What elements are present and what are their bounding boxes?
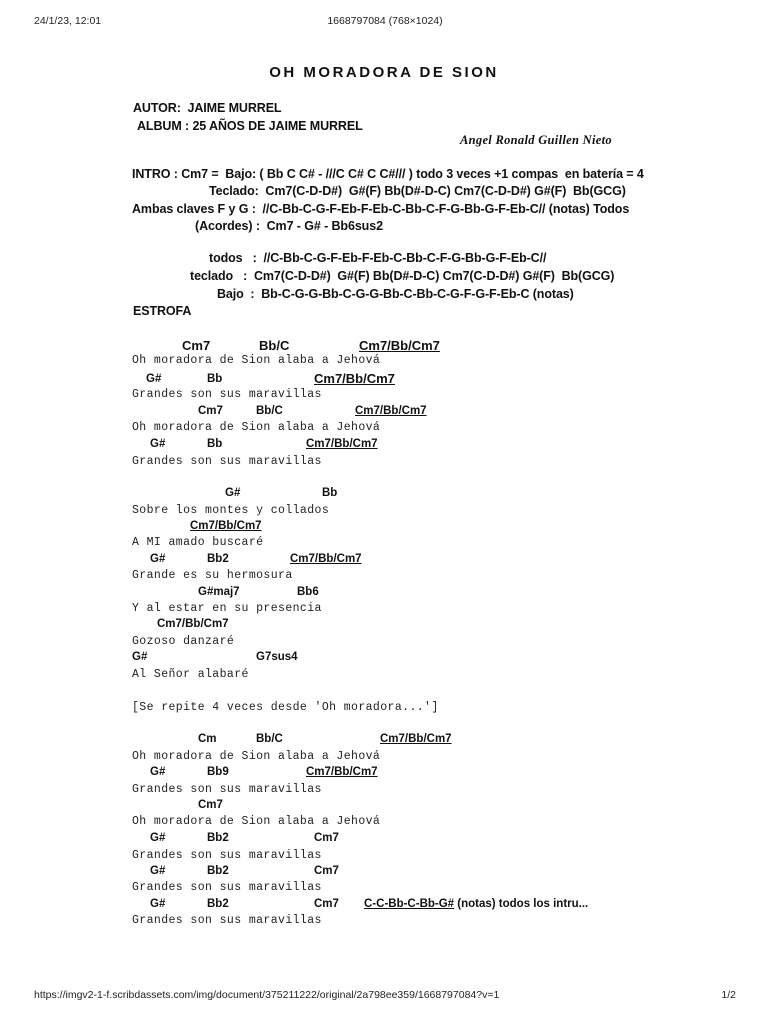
chord: Bb/C <box>256 733 283 745</box>
chord: G# <box>150 898 166 910</box>
lyric-line: Al Señor alabaré <box>132 668 249 681</box>
chord: Cm7/Bb/Cm7 <box>157 618 229 630</box>
chord: Cm7 <box>198 799 223 811</box>
page-number: 1/2 <box>721 989 736 1001</box>
outro-notes-line <box>364 898 588 910</box>
chord: Bb2 <box>207 898 229 910</box>
lyric-line: Grandes son sus maravillas <box>132 388 322 401</box>
lyric-line: A MI amado buscaré <box>132 536 264 549</box>
intro-line-4: (Acordes) : Cm7 - G# - Bb6sus2 <box>195 219 383 233</box>
intro-line-2: Teclado: Cm7(C-D-D#) G#(F) Bb(D#-D-C) Cm7(C-D-D#) G#(F) Bb(GCG) <box>209 184 626 198</box>
lyric-line: Oh moradora de Sion alaba a Jehová <box>132 750 381 763</box>
chord: Bb2 <box>207 832 229 844</box>
chord: Cm7/Bb/Cm7 <box>380 733 452 745</box>
lyric-line: Oh moradora de Sion alaba a Jehová <box>132 354 381 367</box>
chord: Cm7/Bb/Cm7 <box>306 438 378 450</box>
chord: G# <box>150 438 166 450</box>
intro-line-5: todos : //C-Bb-C-G-F-Eb-F-Eb-C-Bb-C-F-G-Bb-G-F-Eb-C// <box>209 251 547 265</box>
lyric-line: Y al estar en su presencia <box>132 602 322 615</box>
chord: Bb6 <box>297 586 319 598</box>
lyric-line: Grandes son sus maravillas <box>132 914 322 927</box>
outro-text: (notas) todos los intru... <box>454 898 589 910</box>
chord: Cm7 <box>182 338 211 353</box>
lyric-line: Grande es su hermosura <box>132 569 293 582</box>
album-line: ALBUM : 25 AÑOS DE JAIME MURREL <box>137 119 363 133</box>
author-line: AUTOR: JAIME MURREL <box>133 101 282 115</box>
chord: G# <box>150 553 166 565</box>
repeat-note: [Se repite 4 veces desde 'Oh moradora...'] <box>132 701 439 714</box>
chord: Bb2 <box>207 865 229 877</box>
lyric-line: Oh moradora de Sion alaba a Jehová <box>132 815 381 828</box>
chord: Bb2 <box>207 553 229 565</box>
lyric-line: Sobre los montes y collados <box>132 504 330 517</box>
chord: Cm7/Bb/Cm7 <box>359 338 440 353</box>
lyric-line: Oh moradora de Sion alaba a Jehová <box>132 421 381 434</box>
intro-line-1: INTRO : Cm7 = Bajo: ( Bb C C# - ///C C# C C#/// ) todo 3 veces +1 compas en batería = 4 <box>132 167 644 181</box>
chord: G# <box>225 487 241 499</box>
lyric-line: Grandes son sus maravillas <box>132 881 322 894</box>
chord: Cm7/Bb/Cm7 <box>290 553 362 565</box>
chord: Cm7 <box>198 405 223 417</box>
lyric-line: Grandes son sus maravillas <box>132 455 322 468</box>
chord: G7sus4 <box>256 651 298 663</box>
source-url[interactable]: https://imgv2-1-f.scribdassets.com/img/document/375211222/original/2a798ee359/1668797084?v=1 <box>34 989 500 1001</box>
chord: Cm7 <box>314 898 339 910</box>
print-timestamp: 24/1/23, 12:01 <box>34 15 102 27</box>
chord: Bb/C <box>259 338 290 353</box>
lyric-line: Grandes son sus maravillas <box>132 849 322 862</box>
chord: Bb <box>207 373 223 385</box>
outro-notes: C-C-Bb-C-Bb-G# <box>364 898 455 910</box>
print-footer <box>34 989 736 1003</box>
chord: Cm7/Bb/Cm7 <box>306 766 378 778</box>
chord: G# <box>146 373 162 385</box>
chord: G# <box>150 832 166 844</box>
section-estrofa: ESTROFA <box>133 304 192 318</box>
lyric-line: Gozoso danzaré <box>132 635 235 648</box>
chord: G#maj7 <box>198 586 240 598</box>
lyric-line: Grandes son sus maravillas <box>132 783 322 796</box>
chord: Bb <box>322 487 338 499</box>
chord: Cm7/Bb/Cm7 <box>355 405 427 417</box>
chord: G# <box>132 651 148 663</box>
chord: Cm7/Bb/Cm7 <box>190 520 262 532</box>
intro-line-7: Bajo : Bb-C-G-G-Bb-C-G-G-Bb-C-Bb-C-G-F-G-F-Eb-C (notas) <box>217 287 574 301</box>
chord: G# <box>150 865 166 877</box>
chord: G# <box>150 766 166 778</box>
chord: Cm7 <box>314 832 339 844</box>
chord: Cm <box>198 733 217 745</box>
song-title: OH MORADORA DE SION <box>269 64 499 81</box>
chord: Cm7 <box>314 865 339 877</box>
chord: Bb/C <box>256 405 283 417</box>
intro-line-6: teclado : Cm7(C-D-D#) G#(F) Bb(D#-D-C) Cm7(C-D-D#) G#(F) Bb(GCG) <box>190 269 615 283</box>
chord: Bb <box>207 438 223 450</box>
chord: Cm7/Bb/Cm7 <box>314 371 395 386</box>
chord: Bb9 <box>207 766 229 778</box>
arranger-signature: Angel Ronald Guillen Nieto <box>460 133 612 147</box>
print-doc-title: 1668797084 (768×1024) <box>327 15 443 27</box>
intro-line-3: Ambas claves F y G : //C-Bb-C-G-F-Eb-F-Eb-C-Bb-C-F-G-Bb-G-F-Eb-C// (notas) Todos <box>132 202 630 216</box>
